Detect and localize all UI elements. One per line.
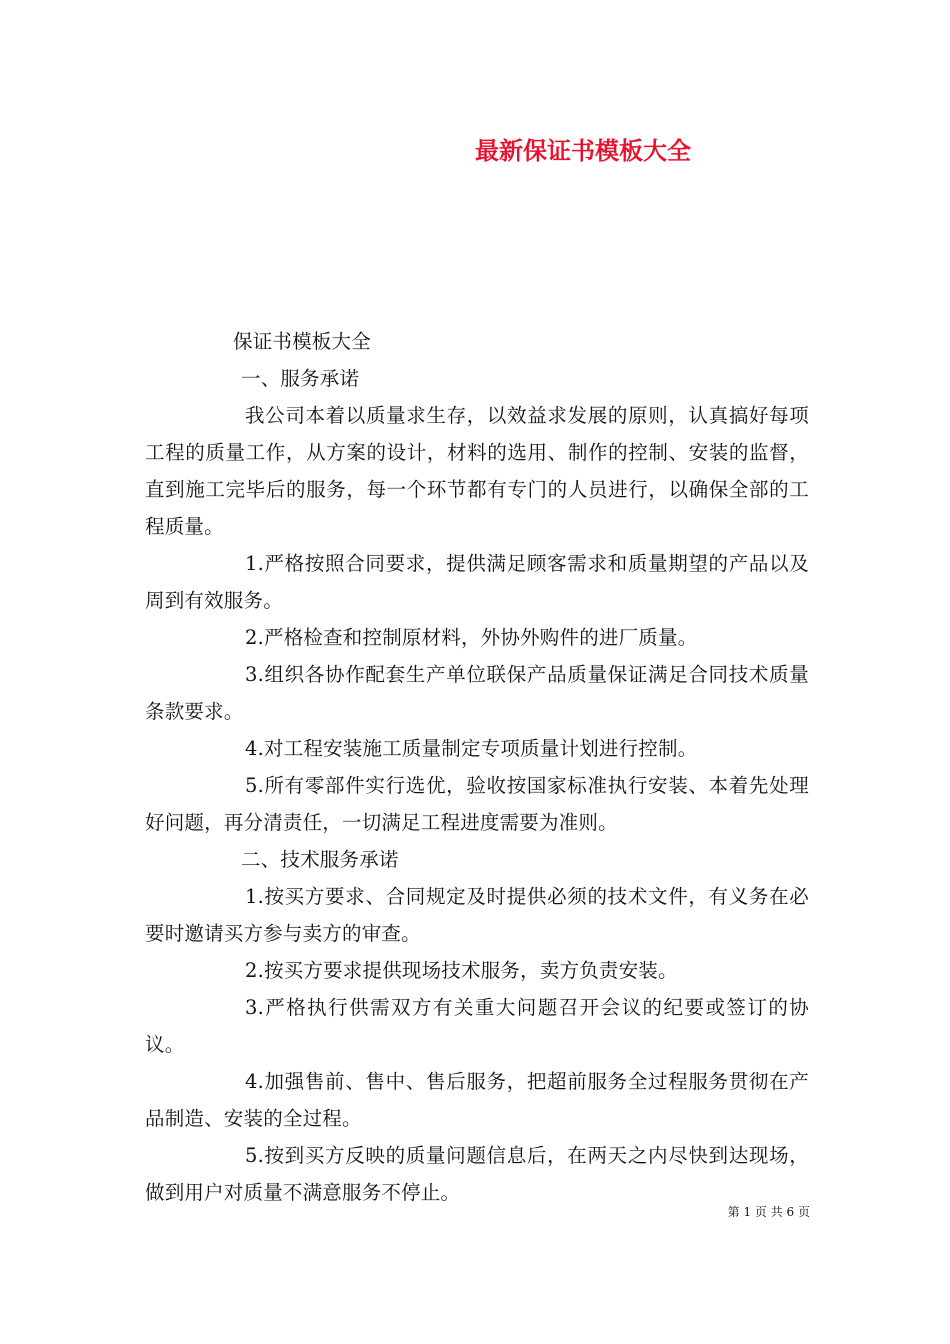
document-title: 最新保证书模板大全 bbox=[475, 137, 691, 165]
page-number: 第 1 页 共 6 页 bbox=[727, 1205, 810, 1219]
paragraph-intro: 我公司本着以质量求生存，以效益求发展的原则，认真搞好每项工程的质量工作，从方案的设计，材料的选用、制作的控制、安装的监督，直到施工完毕后的服务，每一个环节都有专门的人员进行，以确保全部的工程质量。 bbox=[145, 404, 809, 538]
document-body bbox=[145, 323, 809, 1211]
document-subtitle: 保证书模板大全 bbox=[233, 330, 371, 353]
paragraph-tech-3: 3.严格执行供需双方有关重大问题召开会议的纪要或签订的协议。 bbox=[145, 996, 809, 1056]
paragraph-tech-2: 2.按买方要求提供现场技术服务，卖方负责安装。 bbox=[245, 959, 678, 982]
paragraph-tech-4: 4.加强售前、售中、售后服务，把超前服务全过程服务贯彻在产品制造、安装的全过程。 bbox=[145, 1070, 809, 1130]
paragraph-tech-5: 5.按到买方反映的质量问题信息后，在两天之内尽快到达现场，做到用户对质量不满意服务不停止。 bbox=[145, 1144, 809, 1204]
paragraph-service-2: 2.严格检查和控制原材料，外协外购件的进厂质量。 bbox=[245, 626, 698, 649]
paragraph-service-3: 3.组织各协作配套生产单位联保产品质量保证满足合同技术质量条款要求。 bbox=[145, 663, 809, 723]
paragraph-service-1: 1.严格按照合同要求，提供满足顾客需求和质量期望的产品以及周到有效服务。 bbox=[145, 552, 809, 612]
section-heading-service: 一、服务承诺 bbox=[241, 367, 360, 390]
section-heading-tech: 二、技术服务承诺 bbox=[241, 848, 399, 871]
paragraph-service-4: 4.对工程安装施工质量制定专项质量计划进行控制。 bbox=[245, 737, 698, 760]
paragraph-tech-1: 1.按买方要求、合同规定及时提供必须的技术文件，有义务在必要时邀请买方参与卖方的审查。 bbox=[145, 885, 809, 945]
paragraph-service-5: 5.所有零部件实行选优，验收按国家标准执行安装、本着先处理好问题，再分清责任，一切满足工程进度需要为准则。 bbox=[145, 774, 809, 834]
